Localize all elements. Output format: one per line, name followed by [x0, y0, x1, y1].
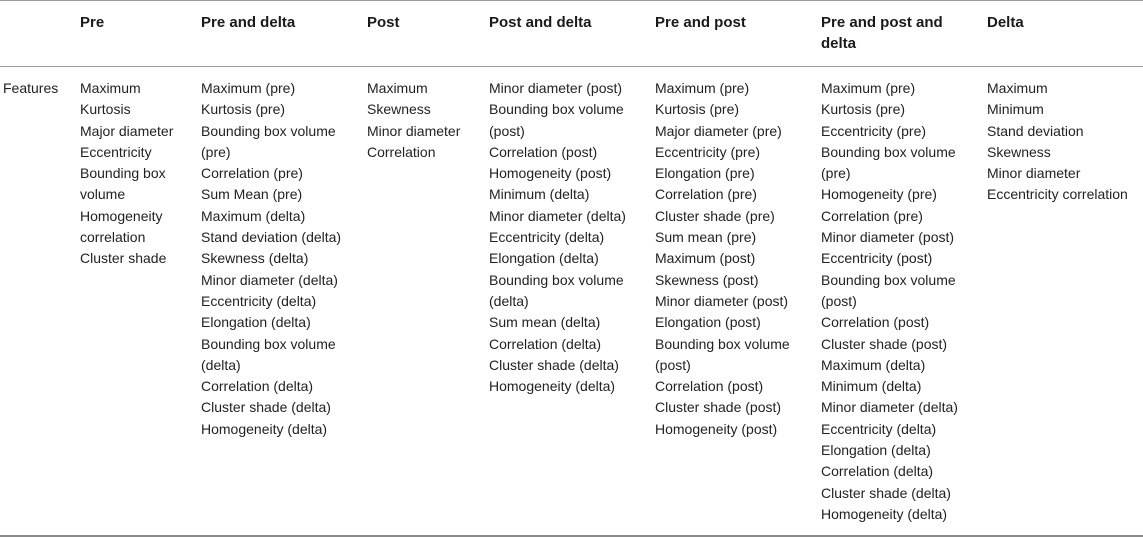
feature-item: Minor diameter	[367, 122, 461, 139]
feature-item: Correlation	[367, 143, 436, 160]
feature-item: Kurtosis (pre)	[201, 101, 286, 118]
feature-item: Maximum (delta)	[821, 356, 926, 373]
feature-item: Correlation (delta)	[201, 378, 314, 395]
feature-item: (pre)	[821, 165, 851, 182]
feature-item: Minor diameter (delta)	[201, 271, 338, 288]
feature-item: Homogeneity (post)	[489, 165, 612, 182]
row-label-features: Features	[3, 80, 59, 96]
feature-item: Eccentricity (pre)	[821, 122, 927, 139]
feature-item: Sum Mean (pre)	[201, 186, 303, 203]
features-list-post	[367, 78, 460, 163]
feature-item: (delta)	[201, 356, 241, 373]
table-top-rule	[0, 0, 1143, 1]
feature-item: Cluster shade (delta)	[201, 399, 331, 416]
feature-item: Homogeneity (post)	[655, 420, 778, 437]
feature-item: (pre)	[201, 143, 231, 160]
feature-item: Elongation (pre)	[655, 165, 755, 182]
feature-item: (delta)	[489, 292, 529, 309]
feature-item: Maximum	[987, 80, 1048, 96]
feature-item: Eccentricity correlation	[987, 186, 1128, 203]
feature-item: Cluster shade (pre)	[655, 207, 775, 224]
feature-item: Bounding box volume	[655, 335, 790, 352]
features-list-delta	[987, 78, 1128, 206]
feature-item: Skewness (delta)	[201, 250, 309, 267]
column-header-delta: Delta	[987, 14, 1024, 31]
feature-item: Correlation (pre)	[821, 207, 923, 224]
feature-item: Stand deviation (delta)	[201, 229, 342, 246]
feature-item: Minor diameter (post)	[489, 80, 623, 96]
feature-item: (post)	[489, 122, 525, 139]
feature-item: volume	[80, 186, 126, 203]
features-list-pre	[80, 78, 173, 270]
feature-item: Kurtosis (pre)	[655, 101, 740, 118]
feature-item: Maximum (pre)	[821, 80, 916, 96]
feature-item: Minor diameter (delta)	[489, 207, 626, 224]
feature-item: Sum mean (pre)	[655, 229, 757, 246]
feature-item: Skewness	[367, 101, 431, 118]
feature-item: Bounding box volume	[821, 271, 956, 288]
feature-item: Major diameter (pre)	[655, 122, 782, 139]
table-header-rule	[0, 66, 1143, 67]
feature-item: Skewness (post)	[655, 271, 759, 288]
feature-item: Minimum	[987, 101, 1044, 118]
features-list-pre-and-delta	[201, 78, 341, 440]
feature-item: Maximum (post)	[655, 250, 756, 267]
feature-item: Major diameter	[80, 122, 174, 139]
column-header-post-and-delta: Post and delta	[489, 14, 592, 31]
feature-item: Minor diameter	[987, 165, 1081, 182]
feature-item: Maximum	[80, 80, 141, 96]
feature-item: Correlation (pre)	[655, 186, 757, 203]
feature-item: Correlation (post)	[655, 378, 764, 395]
feature-item: Eccentricity (post)	[821, 250, 933, 267]
feature-item: (post)	[655, 356, 691, 373]
feature-item: Bounding box volume	[489, 101, 624, 118]
feature-item: Minor diameter (delta)	[821, 399, 958, 416]
feature-item: Bounding box volume	[489, 271, 624, 288]
feature-item: Elongation (delta)	[201, 314, 311, 331]
feature-item: Minor diameter (post)	[655, 292, 789, 309]
feature-item: Skewness	[987, 143, 1051, 160]
feature-item: Correlation (post)	[821, 314, 930, 331]
feature-item: Homogeneity (delta)	[821, 505, 948, 522]
feature-item: Eccentricity	[80, 143, 152, 160]
feature-item: Maximum (delta)	[201, 207, 306, 224]
features-list-post-and-delta	[489, 78, 626, 397]
column-header-pre-and-delta: Pre and delta	[201, 14, 296, 31]
feature-item: Minimum (delta)	[821, 378, 922, 395]
column-header-pre-and-post: Pre and post	[655, 14, 746, 31]
feature-item: Correlation (delta)	[821, 463, 934, 480]
table-bottom-rule	[0, 535, 1143, 537]
feature-item: Correlation (pre)	[201, 165, 303, 182]
feature-item: Sum mean (delta)	[489, 314, 601, 331]
feature-item: Eccentricity (delta)	[489, 229, 605, 246]
column-header-pre-and-post-and-delta: Pre and post and delta	[821, 14, 943, 52]
feature-item: Elongation (delta)	[821, 442, 931, 459]
feature-item: Bounding box volume	[201, 122, 336, 139]
feature-item: Kurtosis	[80, 101, 131, 118]
feature-item: Stand deviation	[987, 122, 1084, 139]
feature-item: Eccentricity (delta)	[821, 420, 937, 437]
feature-item: Kurtosis (pre)	[821, 101, 906, 118]
feature-item: Correlation (post)	[489, 143, 598, 160]
feature-item: Maximum (pre)	[655, 80, 750, 96]
feature-item: Cluster shade (post)	[821, 335, 948, 352]
feature-item: (post)	[821, 292, 857, 309]
column-header-pre: Pre	[80, 14, 105, 31]
feature-item: Minor diameter (post)	[821, 229, 955, 246]
feature-item: Minimum (delta)	[489, 186, 590, 203]
feature-item: Homogeneity (delta)	[201, 420, 328, 437]
feature-item: Eccentricity (delta)	[201, 292, 317, 309]
feature-item: Cluster shade	[80, 250, 167, 267]
feature-item: correlation	[80, 229, 146, 246]
feature-item: Cluster shade (delta)	[489, 356, 619, 373]
feature-item: Elongation (post)	[655, 314, 761, 331]
feature-item: Maximum	[367, 80, 428, 96]
feature-item: Cluster shade (delta)	[821, 484, 951, 501]
feature-item: Correlation (delta)	[489, 335, 602, 352]
feature-item: Bounding box	[80, 165, 166, 182]
feature-item: Bounding box volume	[821, 143, 956, 160]
feature-item: Homogeneity	[80, 207, 163, 224]
feature-item: Maximum (pre)	[201, 80, 296, 96]
column-header-post: Post	[367, 14, 400, 31]
feature-item: Elongation (delta)	[489, 250, 599, 267]
feature-item: Homogeneity (delta)	[489, 378, 616, 395]
feature-item: Eccentricity (pre)	[655, 143, 761, 160]
feature-item: Cluster shade (post)	[655, 399, 782, 416]
feature-item: Bounding box volume	[201, 335, 336, 352]
features-list-pre-and-post	[655, 78, 790, 440]
features-list-pre-and-post-and-delta	[821, 78, 958, 525]
feature-item: Homogeneity (pre)	[821, 186, 937, 203]
